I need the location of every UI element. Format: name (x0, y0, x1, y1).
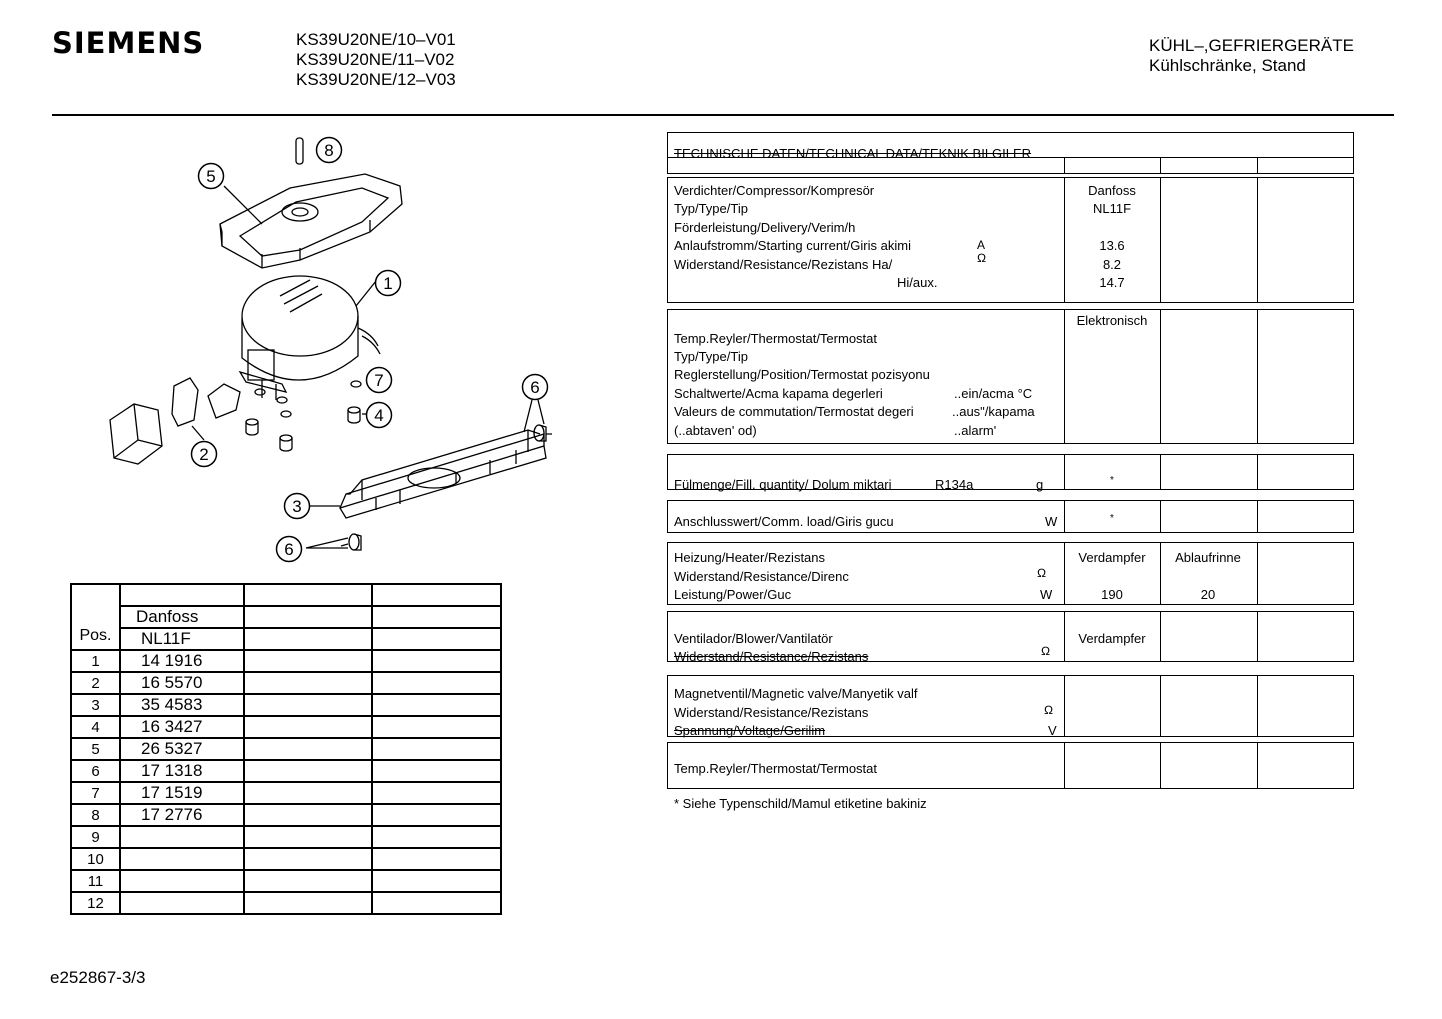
pos-cell: 5 (71, 738, 120, 760)
table-cell (372, 826, 501, 848)
model-number: KS39U20NE/12–V03 (296, 70, 456, 89)
position-label: Reglerstellung/Position/Termostat pozisyonu (674, 367, 930, 382)
heater-power-drain: 20 (1200, 587, 1216, 602)
part-2-shape (110, 378, 240, 464)
table-row (71, 782, 501, 804)
part-number-cell: 35 4583 (120, 694, 244, 716)
callout-6 (277, 537, 302, 562)
thermostat-2-label: Temp.Reyler/Thermostat/Termostat (674, 761, 878, 776)
pos-cell: 12 (71, 892, 120, 914)
type-cell: NL11F (120, 628, 244, 650)
table-cell (372, 628, 501, 650)
defrost-label: (..abtaven' od) (674, 423, 757, 438)
on-label: ..ein/acma °C (954, 386, 1033, 401)
svg-text:6: 6 (284, 540, 294, 559)
table-cell (244, 782, 372, 804)
table-cell (372, 672, 501, 694)
compressor-label: Verdichter/Compressor/Kompresör (674, 183, 875, 198)
fill-quantity-label: Fülmenge/Fill. quantity/ Dolum miktari (674, 477, 892, 492)
heater-power-label: Leistung/Power/Guc (674, 587, 792, 602)
model-numbers (296, 30, 456, 90)
callout-2 (192, 442, 217, 467)
model-number: KS39U20NE/11–V02 (296, 50, 455, 69)
magnetic-valve-box (667, 675, 1354, 737)
tech-title: TECHNISCHE DATEN/TECHNICAL DATA/TEKNIK BILGILER (674, 146, 1032, 161)
callout-1 (376, 271, 401, 296)
part-number-cell (120, 892, 244, 914)
svg-text:2: 2 (199, 445, 209, 464)
magnetic-valve-label: Magnetventil/Magnetic valve/Manyetik valf (674, 686, 918, 701)
unit-ohm: Ω (1037, 566, 1047, 580)
table-row (71, 870, 501, 892)
table-cell (244, 672, 372, 694)
part-number-cell: 17 1519 (120, 782, 244, 804)
unit-watt: W (1045, 514, 1058, 529)
heater-label: Heizung/Heater/Rezistans (674, 550, 826, 565)
part-number-cell: 26 5327 (120, 738, 244, 760)
pos-cell: 7 (71, 782, 120, 804)
table-cell (372, 760, 501, 782)
document-code: e252867-3/3 (50, 968, 146, 987)
heater-resistance-label: Widerstand/Resistance/Direnc (674, 569, 849, 584)
part-number-cell: 16 3427 (120, 716, 244, 738)
pos-header: Pos. (71, 584, 120, 650)
tech-title-box (667, 132, 1354, 174)
part-5-shape (220, 174, 402, 268)
unit-gram: g (1036, 477, 1044, 492)
product-category (1149, 36, 1354, 76)
type-value: NL11F (1092, 201, 1132, 216)
table-cell (244, 892, 372, 914)
callout-6 (523, 375, 548, 400)
commutation-label: Valeurs de commutation/Termostat degeri (674, 404, 914, 419)
part-number-cell: 17 2776 (120, 804, 244, 826)
table-cell (372, 782, 501, 804)
table-cell (372, 606, 501, 628)
heater-column-evaporator: Verdampfer (1078, 550, 1146, 565)
callout-4 (367, 403, 392, 428)
table-row (71, 650, 501, 672)
unit-ohm: Ω (977, 251, 987, 265)
table-cell (244, 584, 372, 606)
exploded-parts-diagram (100, 128, 570, 568)
svg-text:5: 5 (206, 167, 216, 186)
pos-cell: 4 (71, 716, 120, 738)
siemens-logo: SIEMENS (52, 26, 205, 60)
table-cell (244, 716, 372, 738)
part-8-shape (296, 138, 303, 164)
table-row (71, 760, 501, 782)
manufacturer-cell: Danfoss (120, 606, 244, 628)
valve-voltage-label: Spannung/Voltage/Gerilim (674, 723, 826, 738)
heater-box (667, 542, 1354, 605)
connection-load-box (667, 500, 1354, 533)
unit-volt: V (1048, 723, 1057, 738)
aux-label: Hi/aux. (897, 275, 938, 290)
table-row (71, 826, 501, 848)
resistance-label: Widerstand/Resistance/Rezistans Ha/ (674, 257, 893, 272)
part-number-cell: 14 1916 (120, 650, 244, 672)
part-number-cell: 16 5570 (120, 672, 244, 694)
part-number-cell (120, 870, 244, 892)
compressor-box (667, 177, 1354, 303)
compressor-value: Danfoss (1088, 183, 1136, 198)
type-label: Typ/Type/Tip (674, 201, 748, 216)
callout-5 (199, 164, 224, 189)
fill-quantity-box (667, 454, 1354, 490)
unit-ohm: Ω (1041, 644, 1051, 658)
table-cell (372, 892, 501, 914)
table-row (71, 738, 501, 760)
table-cell (372, 650, 501, 672)
unit-ampere: A (977, 238, 986, 252)
table-row (71, 848, 501, 870)
part-number-cell: 17 1318 (120, 760, 244, 782)
callout-3 (285, 494, 310, 519)
table-cell (244, 650, 372, 672)
thermostat-box (667, 309, 1354, 444)
off-label: ..aus"/kapama (952, 404, 1035, 419)
alarm-label: ..alarm' (954, 423, 997, 438)
footnote: * Siehe Typenschild/Mamul etiketine bakiniz (674, 796, 927, 811)
part-number-cell (120, 848, 244, 870)
pos-cell: 1 (71, 650, 120, 672)
fill-quantity-value: * (1110, 475, 1114, 486)
table-cell (372, 848, 501, 870)
model-number: KS39U20NE/10–V01 (296, 30, 456, 49)
thermostat-type-value: Elektronisch (1076, 313, 1148, 328)
fan-box (667, 611, 1354, 662)
pos-cell: 6 (71, 760, 120, 782)
svg-text:4: 4 (374, 406, 384, 425)
thermostat-label: Temp.Reyler/Thermostat/Termostat (674, 331, 878, 346)
svg-text:1: 1 (383, 274, 393, 293)
parts-table (70, 583, 502, 915)
pos-cell: 2 (71, 672, 120, 694)
table-cell (372, 694, 501, 716)
category-title: KÜHL–,GEFRIERGERÄTE (1149, 36, 1354, 55)
table-cell (372, 584, 501, 606)
table-cell (120, 584, 244, 606)
table-cell (244, 628, 372, 650)
table-cell (244, 804, 372, 826)
table-cell (244, 606, 372, 628)
table-cell (372, 738, 501, 760)
starting-current-label: Anlaufstromm/Starting current/Giris akimi (674, 238, 911, 253)
connection-load-label: Anschlusswert/Comm. load/Giris gucu (674, 514, 894, 529)
valve-resistance-label: Widerstand/Resistance/Rezistans (674, 705, 869, 720)
delivery-label: Förderleistung/Delivery/Verim/h (674, 220, 856, 235)
part-number-cell (120, 826, 244, 848)
refrigerant-label: R134a (935, 477, 974, 492)
table-row (71, 672, 501, 694)
table-row (71, 892, 501, 914)
table-cell (244, 738, 372, 760)
table-cell (244, 826, 372, 848)
category-subtitle: Kühlschränke, Stand (1149, 56, 1306, 75)
unit-watt: W (1040, 587, 1053, 602)
heater-column-drain: Ablaufrinne (1175, 550, 1241, 565)
resistance-value: 8.2 (1102, 257, 1122, 272)
svg-text:6: 6 (530, 378, 540, 397)
table-row (71, 716, 501, 738)
table-cell (372, 716, 501, 738)
svg-text:7: 7 (374, 371, 384, 390)
table-row (71, 804, 501, 826)
table-row (71, 584, 501, 606)
starting-current-value: 13.6 (1099, 238, 1125, 253)
callout-7 (367, 368, 392, 393)
switch-values-label: Schaltwerte/Acma kapama degerleri (674, 386, 883, 401)
table-cell (372, 804, 501, 826)
header-divider (52, 114, 1394, 116)
aux-resistance-value: 14.7 (1099, 275, 1125, 290)
table-row (71, 694, 501, 716)
type-label: Typ/Type/Tip (674, 349, 748, 364)
table-row (71, 628, 501, 650)
table-cell (244, 760, 372, 782)
table-cell (244, 848, 372, 870)
heater-power-evaporator: 190 (1101, 587, 1123, 602)
table-row (71, 606, 501, 628)
part-4-shape (246, 407, 360, 451)
table-cell (372, 870, 501, 892)
part-7-shape (255, 381, 361, 417)
connection-load-value: * (1110, 513, 1114, 524)
part-3-shape (340, 430, 546, 518)
pos-cell: 8 (71, 804, 120, 826)
table-cell (244, 694, 372, 716)
svg-text:3: 3 (292, 497, 302, 516)
unit-ohm: Ω (1044, 703, 1054, 717)
fan-resistance-label: Widerstand/Resistance/Rezistans (674, 649, 869, 664)
callout-8 (317, 138, 342, 163)
pos-cell: 10 (71, 848, 120, 870)
pos-cell: 3 (71, 694, 120, 716)
fan-column-evaporator: Verdampfer (1078, 631, 1146, 646)
pos-cell: 11 (71, 870, 120, 892)
pos-cell: 9 (71, 826, 120, 848)
fan-label: Ventilador/Blower/Vantilatör (674, 631, 833, 646)
thermostat-2-box (667, 742, 1354, 789)
table-cell (244, 870, 372, 892)
svg-text:8: 8 (324, 141, 334, 160)
